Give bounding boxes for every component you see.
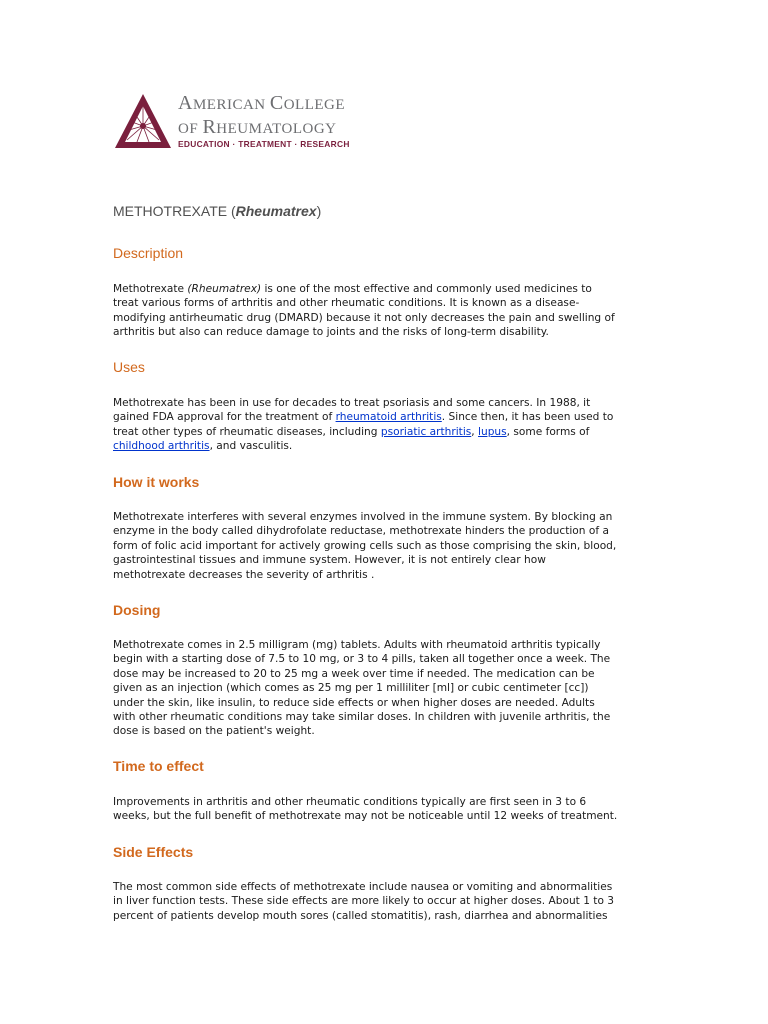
paragraph-side-effects: The most common side effects of methotrexate include nausea or vomiting and abnormalities in liver function tests. These side effects are more likely to occur at higher doses. About 1 to 3 percent of patients develop mouth sores (called stomatitis), rash, diarrhea and abnormalities xyxy=(113,881,615,922)
link-psoriatic-arthritis[interactable]: psoriatic arthritis xyxy=(380,425,472,438)
logo-name-line1: AMERICAN COLLEGE xyxy=(178,92,346,114)
heading-side-effects: Side Effects xyxy=(113,844,194,860)
page-title: METHOTREXATE (Rheumatrex) xyxy=(113,203,322,219)
heading-dosing: Dosing xyxy=(113,602,161,618)
paragraph-uses: Methotrexate has been in use for decades to treat psoriasis and some cancers. In 1988, it gained FDA approval for the treatment of rheumatoid arthritis. Since then, it has been used to treat other types of rheumatic diseases, including psoriatic arthritis, lupus, some forms of childhood arthritis, and vasculitis. xyxy=(113,397,614,453)
acr-triangle-icon xyxy=(113,92,173,152)
paragraph-dosing: Methotrexate comes in 2.5 milligram (mg) tablets. Adults with rheumatoid arthritis typically begin with a starting dose of 7.5 to 10 mg, or 3 to 4 pills, taken all together once a week. The dose may be increased to 20 to 25 mg a week over time if needed. The medication can be given as an injection (which comes as 25 mg per 1 milliliter [ml] or cubic centimeter [cc]) under the skin, like insulin, to reduce side effects or when higher doses are needed. Adults with other rheumatic conditions may take similar doses. In children with juvenile arthritis, the dose is based on the patient's weight. xyxy=(113,639,611,738)
paragraph-description: Methotrexate (Rheumatrex) is one of the most effective and commonly used medicines to treat various forms of arthritis and other rheumatic conditions. It is known as a disease- modifying antirheumatic drug (DMARD) because it not only decreases the pain and swelling of arthritis but also can reduce damage to joints and the risks of long-term disability. xyxy=(113,283,615,339)
paragraph-how-it-works: Methotrexate interferes with several enzymes involved in the immune system. By blocking an enzyme in the body called dihydrofolate reductase, methotrexate hinders the production of a form of folic acid important for actively growing cells such as those comprising the skin, blood, gastrointestinal tissues and immune system. However, it is not entirely clear how methotrexate decreases the severity of arthritis . xyxy=(113,511,617,581)
link-lupus[interactable]: lupus xyxy=(478,425,507,438)
acr-logo xyxy=(113,92,373,152)
paragraph-time-to-effect: Improvements in arthritis and other rheumatic conditions typically are first seen in 3 to 6 weeks, but the full benefit of methotrexate may not be noticeable until 12 weeks of treatment. xyxy=(113,796,618,823)
heading-description: Description xyxy=(113,245,184,261)
heading-uses: Uses xyxy=(113,359,145,375)
link-childhood-arthritis[interactable]: childhood arthritis xyxy=(113,440,210,453)
logo-name-line2: OF RHEUMATOLOGY xyxy=(178,116,337,138)
logo-tagline: EDUCATION · TREATMENT · RESEARCH xyxy=(178,139,350,149)
heading-how-it-works: How it works xyxy=(113,474,200,490)
link-rheumatoid-arthritis[interactable]: rheumatoid arthritis xyxy=(335,411,442,424)
heading-time-to-effect: Time to effect xyxy=(113,758,204,774)
